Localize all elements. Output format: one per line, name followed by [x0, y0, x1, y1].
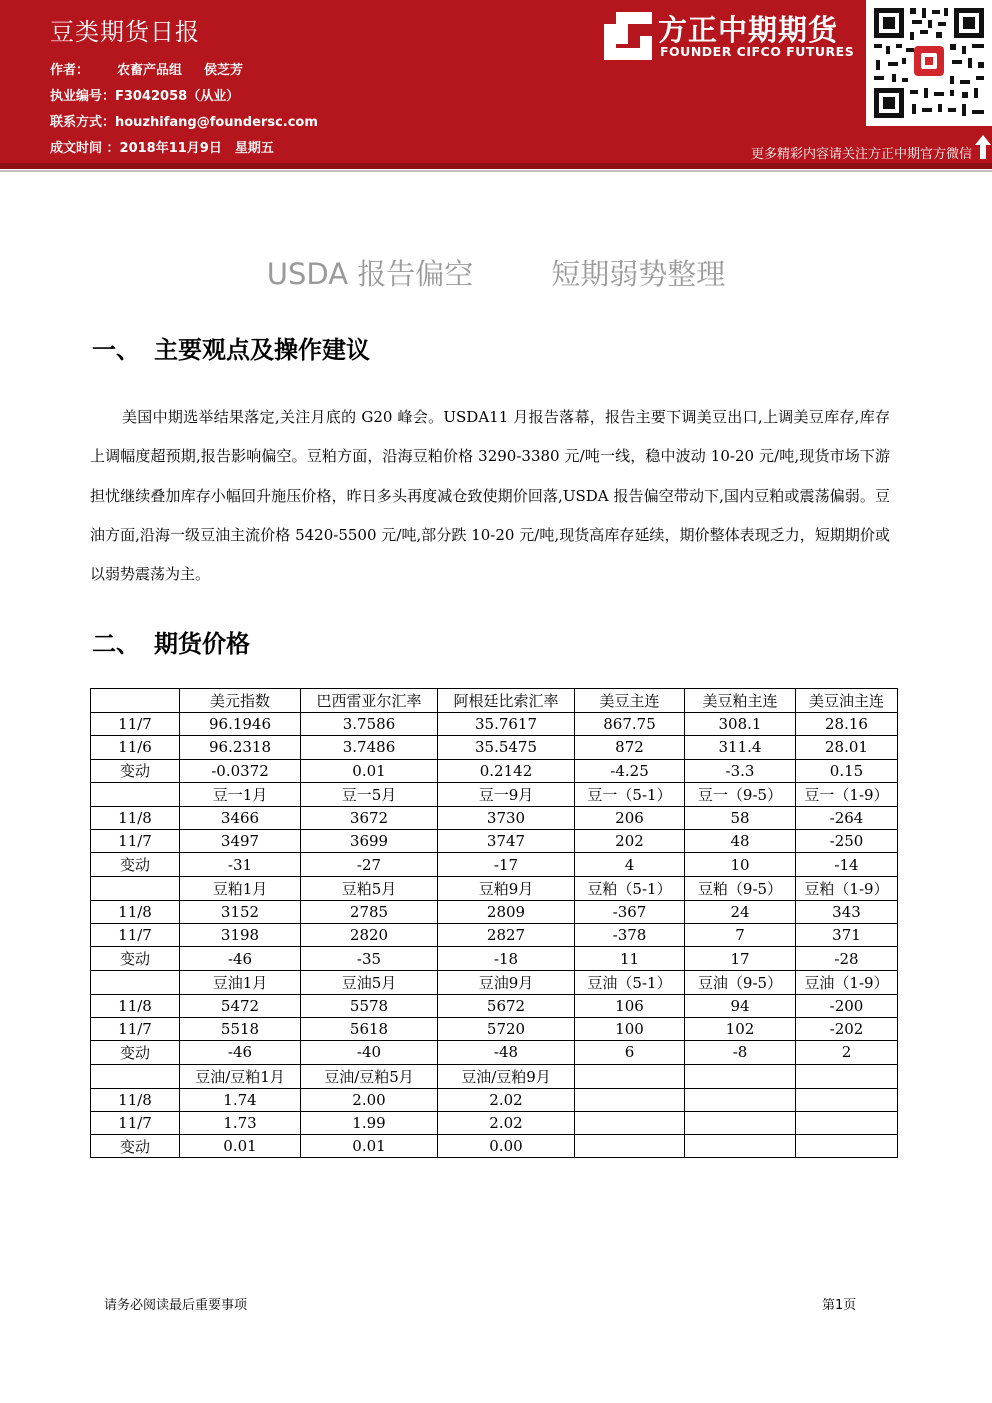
table-cell: 2785	[301, 900, 438, 923]
table-row	[91, 806, 898, 829]
table-cell: -27	[301, 853, 438, 876]
table-cell: 5618	[301, 1017, 438, 1040]
table-cell: 2.02	[438, 1111, 575, 1134]
table-cell: 1.74	[180, 1088, 301, 1111]
table-cell: 3699	[301, 830, 438, 853]
row-label-cell: 11/7	[91, 924, 180, 947]
table-cell: 343	[796, 900, 898, 923]
table-cell: 202	[575, 830, 685, 853]
table-cell	[796, 1135, 898, 1158]
table-cell: 24	[685, 900, 796, 923]
license-line: 执业编号：F3042058（从业）	[50, 89, 240, 104]
table-cell: -202	[796, 1017, 898, 1040]
table-cell	[575, 1088, 685, 1111]
table-cell: -31	[180, 853, 301, 876]
author-label: 作者：	[50, 63, 90, 78]
column-header-cell: 豆一（1-9）	[796, 782, 898, 806]
table-cell: 0.01	[180, 1135, 301, 1158]
page-number: 第1页	[822, 1298, 857, 1313]
company-logo	[600, 6, 862, 66]
column-header-cell	[685, 1064, 796, 1088]
table-cell: 3747	[438, 830, 575, 853]
column-header-cell	[575, 1064, 685, 1088]
row-label-cell: 11/7	[91, 1017, 180, 1040]
date-line: 成文时间 ：2018年11月9日 星期五	[50, 141, 274, 156]
row-label-cell: 11/7	[91, 830, 180, 853]
table-cell: 2827	[438, 924, 575, 947]
table-cell: -0.0372	[180, 759, 301, 782]
table-cell: 6	[575, 1041, 685, 1064]
table-cell	[575, 1135, 685, 1158]
table-cell: 5578	[301, 994, 438, 1017]
column-header-cell: 豆油（1-9）	[796, 970, 898, 994]
summary-paragraph: 美国中期选举结果落定,关注月底的 G20 峰会。USDA11 月报告落幕，报告主要下调美豆出口,上调美豆库存,库存上调幅度超预期,报告影响偏空。豆粕方面，沿海豆粕价格 3290-3380 元/吨一线，稳中波动 10-20 元/吨,现货市场下游担忧继续叠加库存小幅回升施压价格，昨日多头再度减仓致使期价回落,USDA 报告偏空带动下,国内豆粕或震荡偏弱。豆油方面,沿海一级豆油主流价格 5420-5500 元/吨,部分跌 10-20 元/吨,现货高库存延续，期价整体表现乏力，短期期价或以弱势震荡为主。	[90, 408, 890, 584]
table-row	[91, 1111, 898, 1134]
table-cell: 1.73	[180, 1111, 301, 1134]
table-cell: 311.4	[685, 736, 796, 759]
follow-wechat-note: 更多精彩内容请关注方正中期官方微信	[750, 147, 972, 162]
author-group: 农畜产品组	[117, 63, 183, 78]
table-row	[91, 947, 898, 970]
table-row	[91, 853, 898, 876]
table-cell: 3466	[180, 806, 301, 829]
row-label-cell	[91, 689, 180, 713]
table-cell: -4.25	[575, 759, 685, 782]
table-cell: 0.2142	[438, 759, 575, 782]
price-table-body	[91, 689, 898, 1158]
table-row	[91, 1041, 898, 1064]
header-divider	[0, 163, 992, 169]
document-title-left: USDA 报告偏空	[266, 257, 474, 291]
table-header-row	[91, 689, 898, 713]
table-row	[91, 830, 898, 853]
table-cell: -378	[575, 924, 685, 947]
table-cell: 5672	[438, 994, 575, 1017]
contact-line: 联系方式：houzhifang@foundersc.com	[50, 115, 318, 130]
column-header-cell: 豆油1月	[180, 970, 301, 994]
row-label-cell	[91, 970, 180, 994]
row-label-cell: 11/8	[91, 1088, 180, 1111]
author-line	[50, 59, 243, 78]
table-cell: -367	[575, 900, 685, 923]
table-row	[91, 713, 898, 736]
table-cell: 371	[796, 924, 898, 947]
table-cell: -17	[438, 853, 575, 876]
table-cell: 308.1	[685, 713, 796, 736]
table-cell: -8	[685, 1041, 796, 1064]
arrow-up-icon	[974, 134, 992, 160]
table-cell: 2.00	[301, 1088, 438, 1111]
column-header-cell: 美豆油主连	[796, 689, 898, 713]
table-cell: 5472	[180, 994, 301, 1017]
table-cell: -14	[796, 853, 898, 876]
column-header-cell: 豆油5月	[301, 970, 438, 994]
table-cell: 3.7586	[301, 713, 438, 736]
table-cell: 5720	[438, 1017, 575, 1040]
table-cell: 3152	[180, 900, 301, 923]
column-header-cell: 巴西雷亚尔汇率	[301, 689, 438, 713]
table-cell: 206	[575, 806, 685, 829]
column-header-cell: 阿根廷比索汇率	[438, 689, 575, 713]
row-label-cell: 11/7	[91, 713, 180, 736]
row-label-cell: 11/6	[91, 736, 180, 759]
table-cell: 35.7617	[438, 713, 575, 736]
row-label-cell	[91, 1064, 180, 1088]
column-header-cell: 豆一（5-1）	[575, 782, 685, 806]
table-cell: -3.3	[685, 759, 796, 782]
column-header-cell: 豆一1月	[180, 782, 301, 806]
table-row	[91, 994, 898, 1017]
author-name: 侯芝芳	[204, 63, 244, 78]
table-cell: 7	[685, 924, 796, 947]
section-heading-2	[92, 624, 250, 659]
table-cell: -250	[796, 830, 898, 853]
column-header-cell: 豆一（9-5）	[685, 782, 796, 806]
footer-disclaimer: 请务必阅读最后重要事项	[104, 1298, 248, 1313]
table-cell: 96.2318	[180, 736, 301, 759]
table-cell	[685, 1088, 796, 1111]
table-row	[91, 1088, 898, 1111]
table-cell	[796, 1088, 898, 1111]
table-cell: 48	[685, 830, 796, 853]
qr-code-icon	[866, 0, 992, 126]
table-cell: 5518	[180, 1017, 301, 1040]
table-row	[91, 900, 898, 923]
table-cell: 0.01	[301, 1135, 438, 1158]
table-cell	[796, 1111, 898, 1134]
section-number: 二、	[92, 630, 140, 658]
table-cell: 2809	[438, 900, 575, 923]
row-label-cell: 变动	[91, 1041, 180, 1064]
table-header-row	[91, 970, 898, 994]
row-label-cell: 变动	[91, 853, 180, 876]
document-title	[0, 252, 992, 293]
table-cell: 96.1946	[180, 713, 301, 736]
table-header-row	[91, 1064, 898, 1088]
table-cell: 3.7486	[301, 736, 438, 759]
table-cell: 1.99	[301, 1111, 438, 1134]
table-cell: 0.15	[796, 759, 898, 782]
column-header-cell: 豆粕（5-1）	[575, 876, 685, 900]
table-cell: 17	[685, 947, 796, 970]
column-header-cell	[796, 1064, 898, 1088]
column-header-cell: 豆一9月	[438, 782, 575, 806]
table-cell: 872	[575, 736, 685, 759]
column-header-cell: 豆油（9-5）	[685, 970, 796, 994]
table-cell	[685, 1135, 796, 1158]
header-divider-shadow	[0, 170, 992, 172]
table-row	[91, 1135, 898, 1158]
table-cell: -46	[180, 1041, 301, 1064]
table-cell: 0.00	[438, 1135, 575, 1158]
row-label-cell: 11/8	[91, 806, 180, 829]
row-label-cell	[91, 782, 180, 806]
column-header-cell: 豆油/豆粕9月	[438, 1064, 575, 1088]
table-cell: 2820	[301, 924, 438, 947]
table-cell: 3730	[438, 806, 575, 829]
table-cell: -35	[301, 947, 438, 970]
table-cell: 3198	[180, 924, 301, 947]
column-header-cell: 豆油/豆粕5月	[301, 1064, 438, 1088]
row-label-cell: 11/7	[91, 1111, 180, 1134]
document-title-right: 短期弱势整理	[551, 257, 726, 291]
table-cell: -40	[301, 1041, 438, 1064]
table-cell	[575, 1111, 685, 1134]
table-cell: 10	[685, 853, 796, 876]
section-title: 主要观点及操作建议	[154, 336, 370, 364]
column-header-cell: 豆油（5-1）	[575, 970, 685, 994]
column-header-cell: 美豆粕主连	[685, 689, 796, 713]
column-header-cell: 美豆主连	[575, 689, 685, 713]
table-header-row	[91, 782, 898, 806]
table-cell: 58	[685, 806, 796, 829]
row-label-cell: 11/8	[91, 900, 180, 923]
column-header-cell: 豆油9月	[438, 970, 575, 994]
founder-logo-icon	[602, 10, 654, 62]
column-header-cell: 豆粕9月	[438, 876, 575, 900]
table-cell: 106	[575, 994, 685, 1017]
table-cell: 11	[575, 947, 685, 970]
table-cell: -264	[796, 806, 898, 829]
table-cell: -28	[796, 947, 898, 970]
table-cell: 35.5475	[438, 736, 575, 759]
column-header-cell: 豆粕1月	[180, 876, 301, 900]
column-header-cell: 豆粕（9-5）	[685, 876, 796, 900]
table-cell: 2.02	[438, 1088, 575, 1111]
row-label-cell: 11/8	[91, 994, 180, 1017]
column-header-cell: 豆油/豆粕1月	[180, 1064, 301, 1088]
table-row	[91, 736, 898, 759]
table-cell	[685, 1111, 796, 1134]
table-cell: -48	[438, 1041, 575, 1064]
table-cell: 2	[796, 1041, 898, 1064]
table-cell: 28.16	[796, 713, 898, 736]
row-label-cell	[91, 876, 180, 900]
column-header-cell: 豆粕（1-9）	[796, 876, 898, 900]
table-row	[91, 1017, 898, 1040]
table-cell: 3497	[180, 830, 301, 853]
row-label-cell: 变动	[91, 947, 180, 970]
table-cell: 102	[685, 1017, 796, 1040]
logo-english-name: FOUNDER CIFCO FUTURES	[660, 44, 855, 59]
table-row	[91, 759, 898, 782]
table-row	[91, 924, 898, 947]
column-header-cell: 美元指数	[180, 689, 301, 713]
column-header-cell: 豆粕5月	[301, 876, 438, 900]
report-title: 豆类期货日报	[50, 18, 200, 46]
table-cell: 3672	[301, 806, 438, 829]
row-label-cell: 变动	[91, 759, 180, 782]
table-cell: 0.01	[301, 759, 438, 782]
table-cell: -46	[180, 947, 301, 970]
table-cell: -18	[438, 947, 575, 970]
column-header-cell: 豆一5月	[301, 782, 438, 806]
section-number: 一、	[92, 336, 140, 364]
futures-price-table	[90, 688, 898, 1158]
section-heading-1	[92, 330, 370, 365]
section-title: 期货价格	[154, 630, 250, 658]
table-header-row	[91, 876, 898, 900]
table-cell: 94	[685, 994, 796, 1017]
row-label-cell: 变动	[91, 1135, 180, 1158]
table-cell: 100	[575, 1017, 685, 1040]
logo-chinese-name: 方正中期期货	[658, 13, 839, 47]
table-cell: 867.75	[575, 713, 685, 736]
table-cell: 4	[575, 853, 685, 876]
qr-code	[866, 0, 992, 126]
table-cell: -200	[796, 994, 898, 1017]
table-cell: 28.01	[796, 736, 898, 759]
